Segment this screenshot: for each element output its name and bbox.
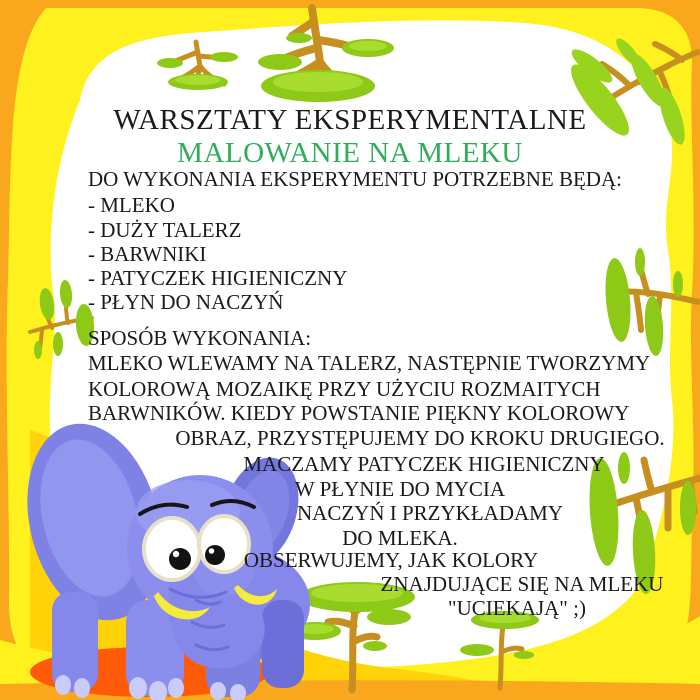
- material-item: - MLEKO: [88, 193, 175, 217]
- method-line: OBRAZ, PRZYSTĘPUJEMY DO KROKU DRUGIEGO.: [175, 426, 665, 450]
- material-item: - PŁYN DO NACZYŃ: [88, 290, 284, 314]
- method-heading: SPOSÓB WYKONANIA:: [88, 326, 312, 350]
- method-line: W PŁYNIE DO MYCIA: [294, 477, 506, 501]
- method-line: DO MLEKA.: [342, 526, 458, 550]
- method-line: ZNAJDUJĄCE SIĘ NA MLEKU: [380, 572, 664, 596]
- method-line: KOLOROWĄ MOZAIKĘ PRZY UŻYCIU ROZMAITYCH: [88, 377, 601, 401]
- poster-subtitle: MALOWANIE NA MLEKU: [177, 137, 523, 169]
- material-item: - BARWNIKI: [88, 242, 207, 266]
- method-line: MACZAMY PATYCZEK HIGIENICZNY: [243, 452, 605, 476]
- material-item: - PATYCZEK HIGIENICZNY: [88, 266, 348, 290]
- method-line: NACZYŃ I PRZYKŁADAMY: [297, 501, 563, 525]
- materials-heading: DO WYKONANIA EKSPERYMENTU POTRZEBNE BĘDĄ:: [88, 167, 622, 191]
- method-line: MLEKO WLEWAMY NA TALERZ, NASTĘPNIE TWORZYMY: [88, 351, 651, 375]
- material-item: - DUŻY TALERZ: [88, 218, 242, 242]
- method-line: OBSERWUJEMY, JAK KOLORY: [243, 548, 539, 572]
- method-line: "UCIEKAJĄ" ;): [448, 596, 586, 620]
- method-line: BARWNIKÓW. KIEDY POWSTANIE PIĘKNY KOLOROWY: [88, 401, 630, 425]
- elephant-leg: [262, 600, 304, 688]
- poster-title: WARSZTATY EKSPERYMENTALNE: [113, 104, 587, 136]
